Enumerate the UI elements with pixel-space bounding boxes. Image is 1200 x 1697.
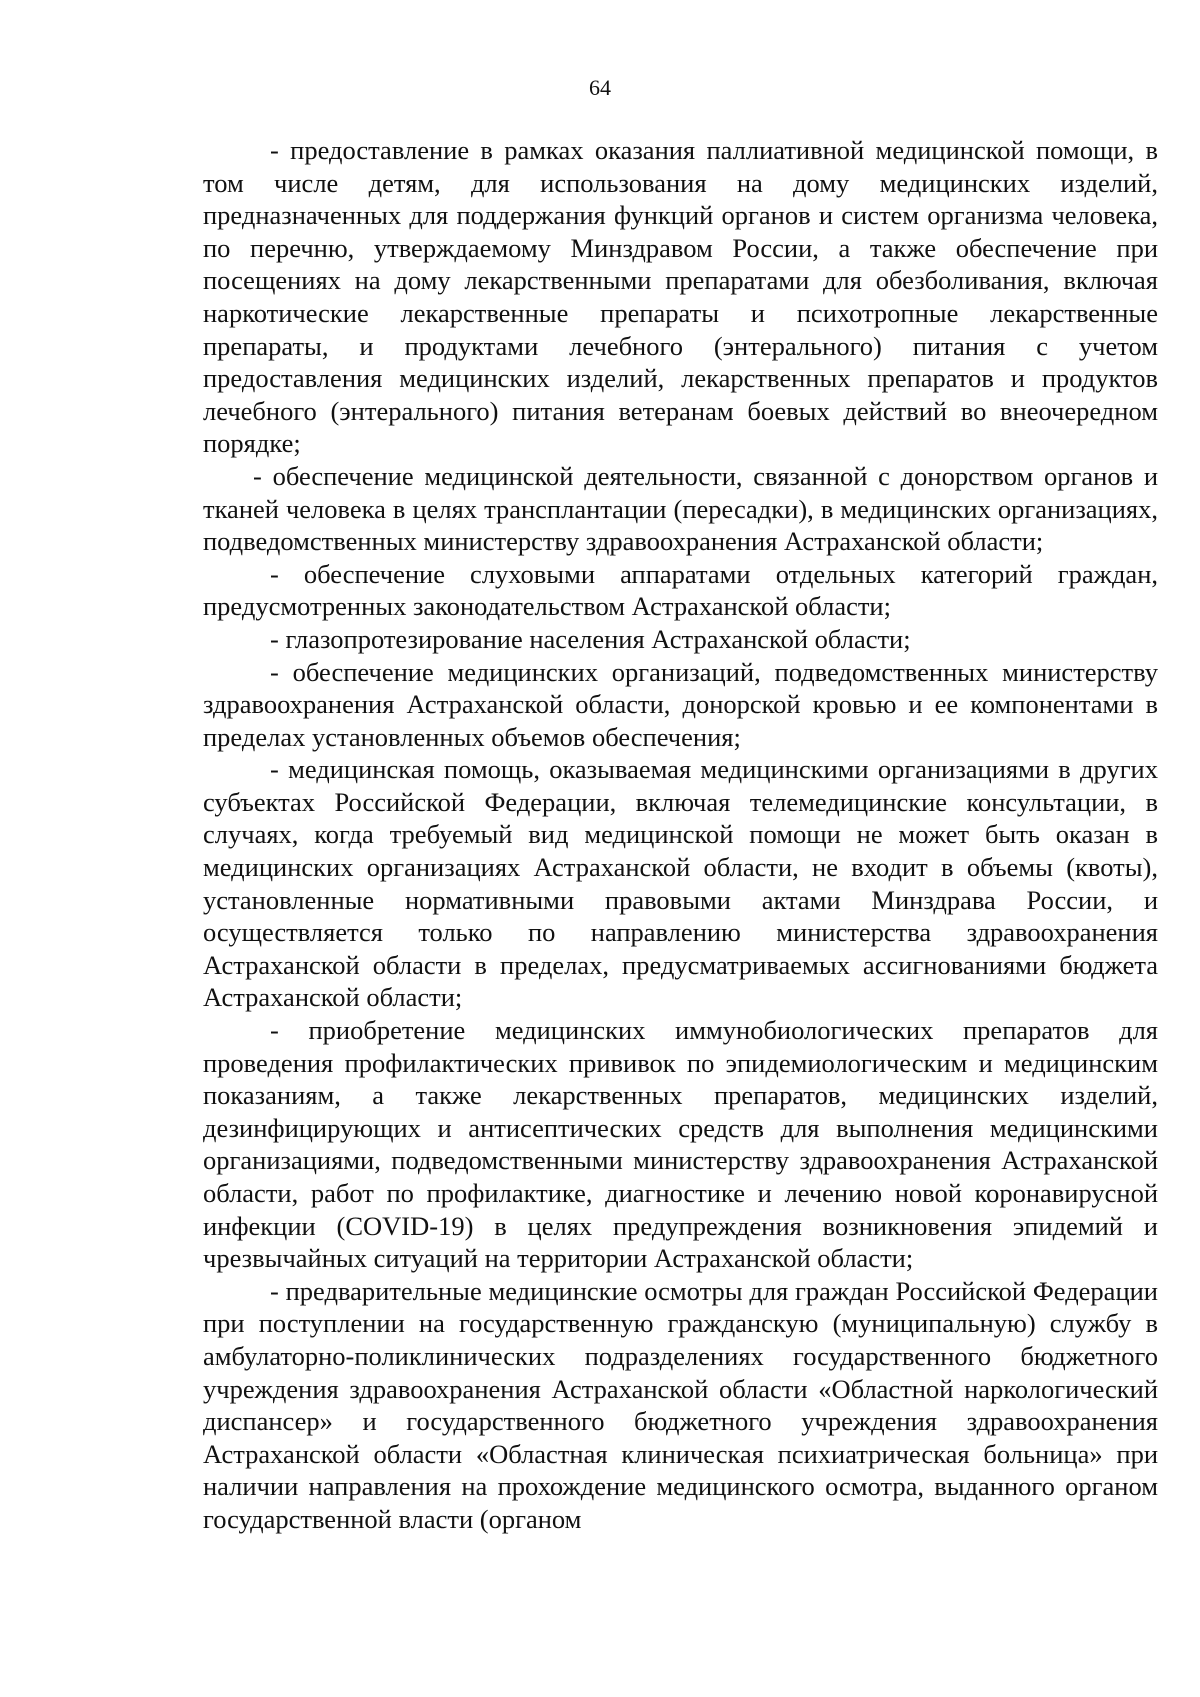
paragraph-eye-prosthetics: - глазопротезирование населения Астраханской области; [270, 623, 911, 654]
document-body [203, 134, 1158, 1536]
paragraph-donor-blood: - обеспечение медицинских организаций, подведомственных министерству здравоохранения Астраханской области, донорской кровью и ее компонентами в пределах установленных объемов обеспечения; [203, 656, 1158, 752]
paragraph-immunobiological-drugs: - приобретение медицинских иммунобиологических препаратов для проведения профилактических прививок по эпидемиологическим и медицинским показаниям, а также лекарственных препаратов, медицинских изделий, дезинфицирующих и антисептических средств для выполнения медицинскими организациями, подведомственными министерству здравоохранения Астраханской области, работ по профилактике, диагностике и лечению новой коронавирусной инфекции (COVID-19) в целях предупреждения возникновения эпидемий и чрезвычайных ситуаций на территории Астраханской области; [203, 1015, 1158, 1274]
paragraph-organ-donation: - обеспечение медицинской деятельности, связанной с донорством органов и тканей человека в целях трансплантации (пересадки), в медицинских организациях, подведомственных министерству здравоохранения Астраханской области; [203, 460, 1158, 557]
paragraph-other-regions-care: - медицинская помощь, оказываемая медицинскими организациями в других субъектах Российской Федерации, включая телемедицинские консультации, в случаях, когда требуемый вид медицинской помощи не может быть оказан в медицинских организациях Астраханской области, не входит в объемы (квоты), установленные нормативными правовыми актами Минздрава России, и осуществляется только по направлению министерства здравоохранения Астраханской области в пределах, предусматриваемых ассигнованиями бюджета Астраханской области; [203, 754, 1158, 1013]
page-number: 64 [589, 75, 611, 100]
paragraph-preliminary-medical-exams: - предварительные медицинские осмотры для граждан Российской Федерации при поступлении на государственную гражданскую (муниципальную) службу в амбулаторно-поликлинических подразделениях государственного бюджетного учреждения здравоохранения Астраханской области «Областной наркологический диспансер» и государственного бюджетного учреждения здравоохранения Астраханской области «Областная клиническая психиатрическая больница» при наличии направления на прохождение медицинского осмотра, выданного органом государственной власти (органом [203, 1275, 1158, 1534]
paragraph-hearing-aids: - обеспечение слуховыми аппаратами отдельных категорий граждан, предусмотренных законодательством Астраханской области; [203, 558, 1158, 622]
paragraph-palliative-care: - предоставление в рамках оказания паллиативной медицинской помощи, в том числе детям, для использования на дому медицинских изделий, предназначенных для поддержания функций органов и систем организма человека, по перечню, утверждаемому Минздравом России, а также обеспечение при посещениях на дому лекарственными препаратами для обезболивания, включая наркотические лекарственные препараты и психотропные лекарственные препараты, и продуктами лечебного (энтерального) питания с учетом предоставления медицинских изделий, лекарственных препаратов и продуктов лечебного (энтерального) питания ветеранам боевых действий во внеочередном порядке; [203, 135, 1158, 459]
